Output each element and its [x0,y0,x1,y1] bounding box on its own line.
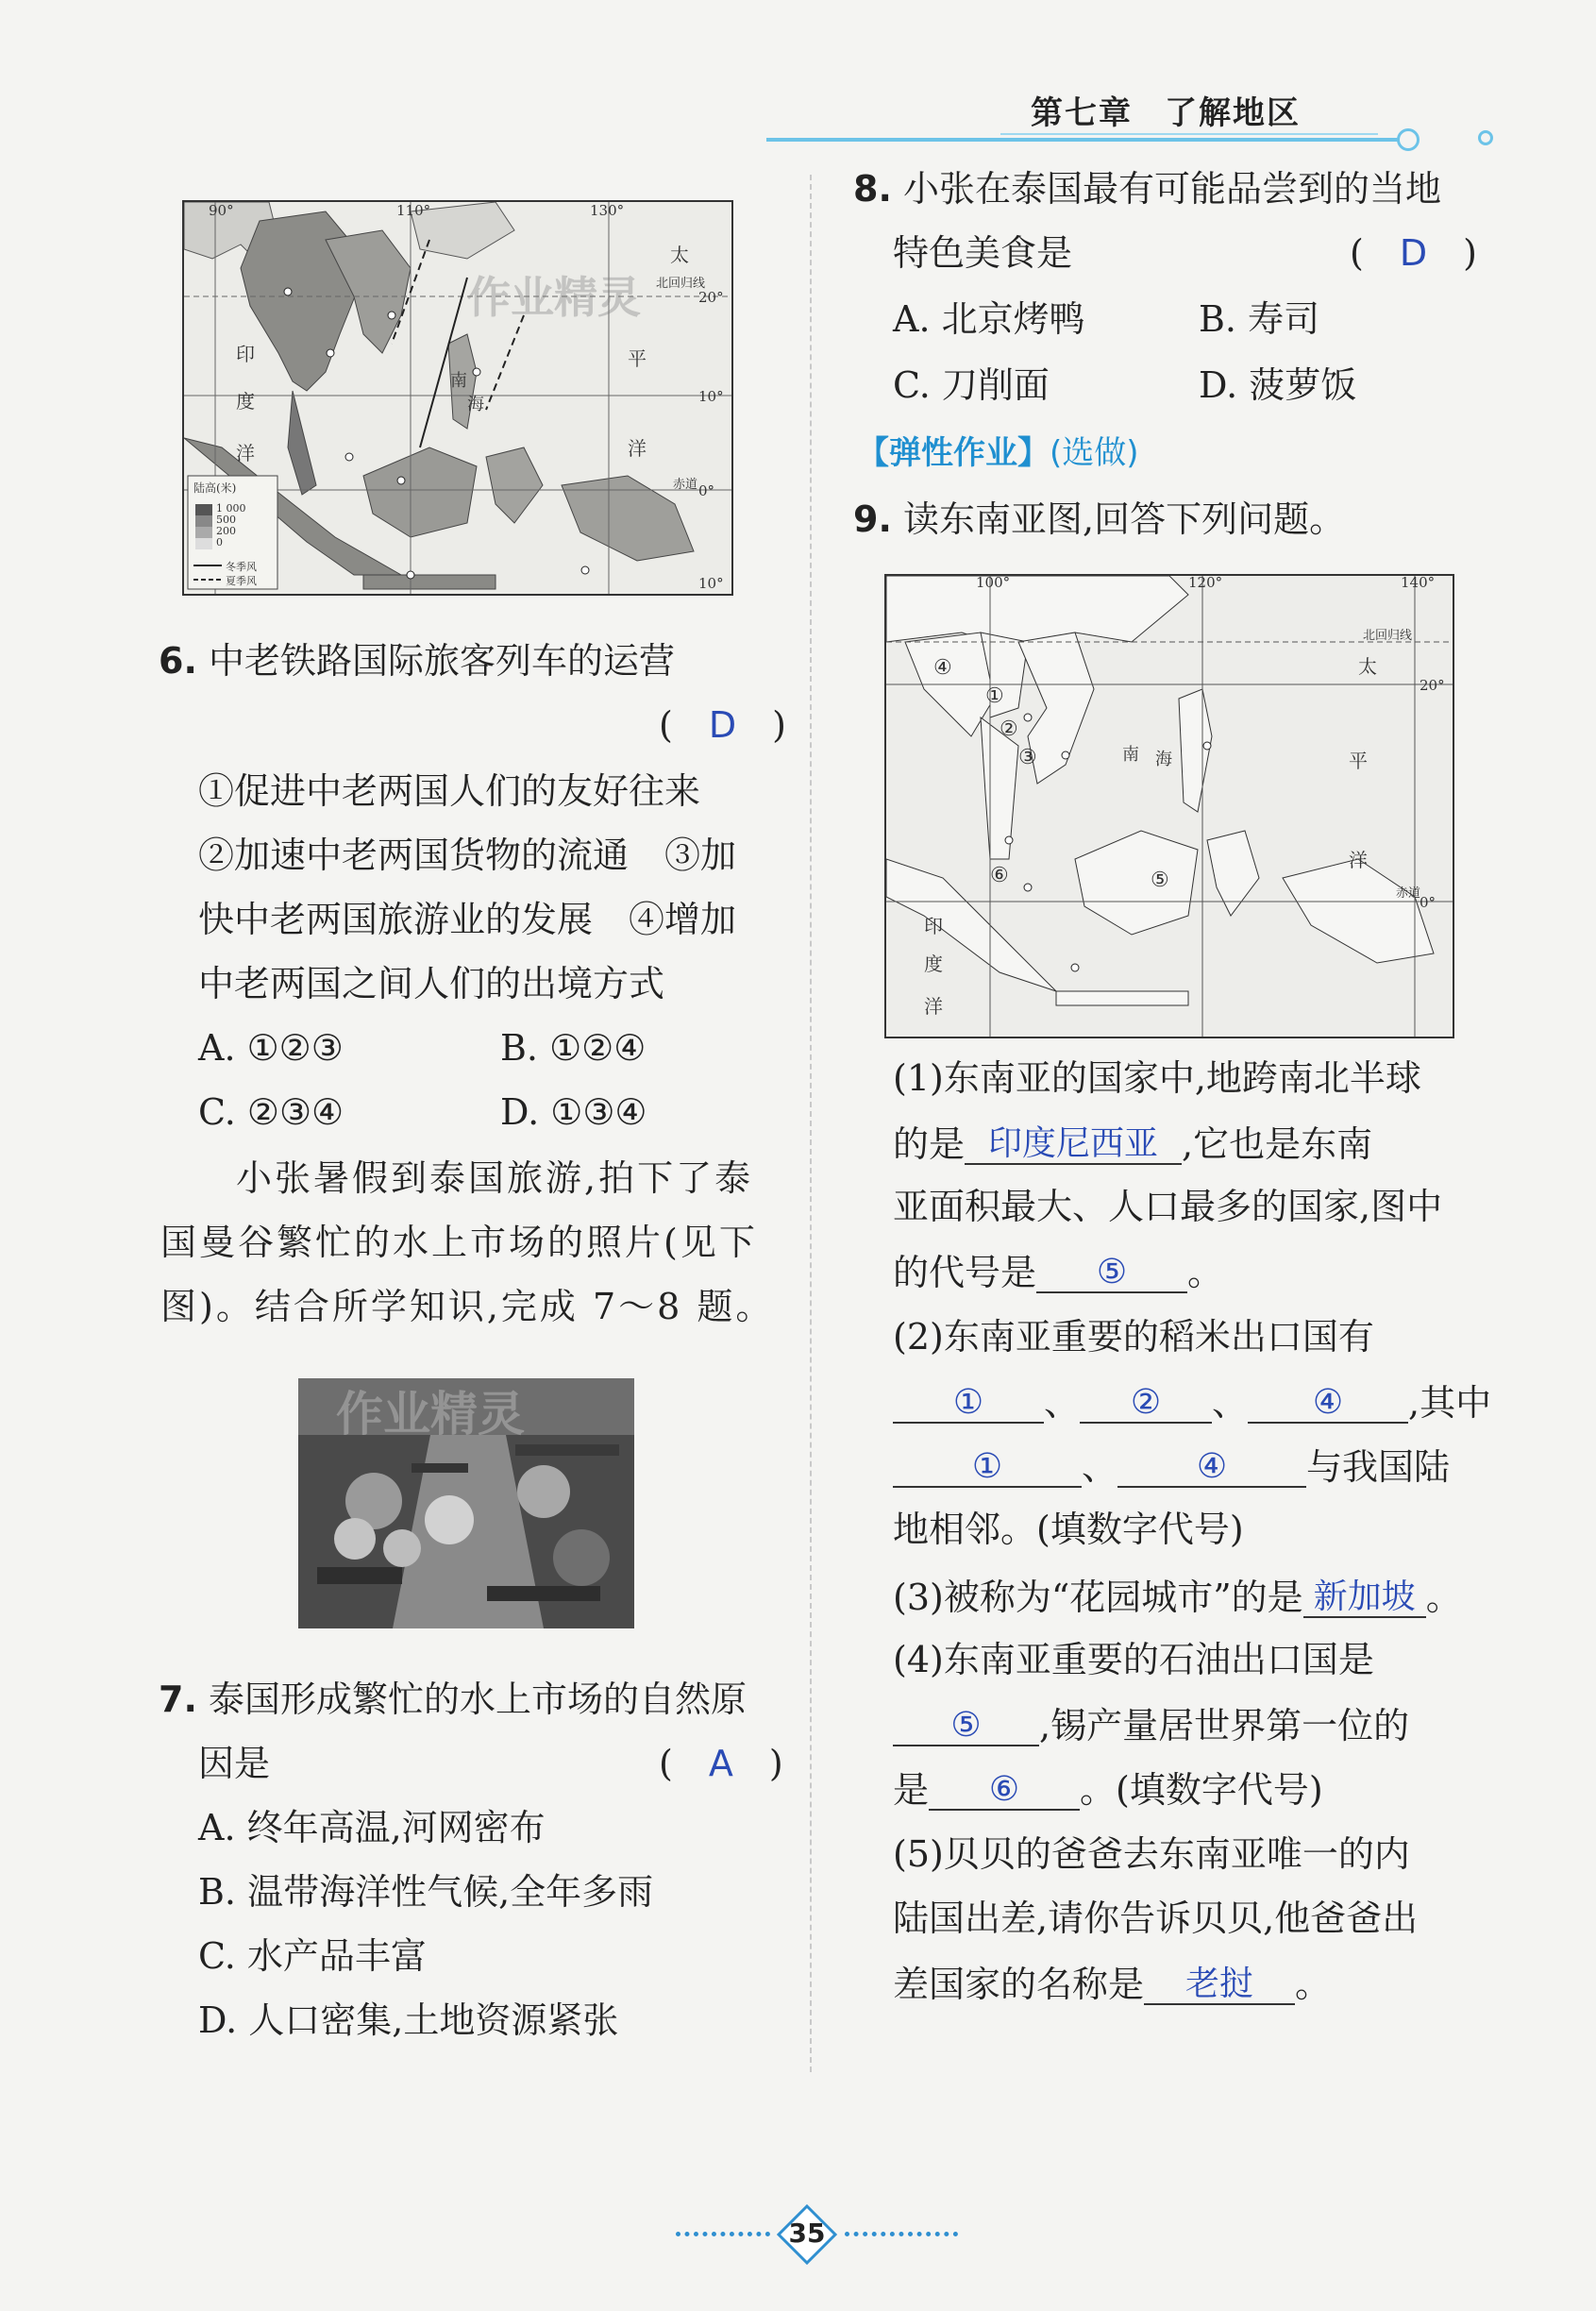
q6-option-d: D. ①③④ [500,1091,647,1133]
map2-pacific-2: 平 [1349,750,1368,772]
q7-answer: A [708,1743,733,1784]
q9-p1-line-4 [893,1250,1223,1293]
q9-stem-text: 读东南亚图,回答下列问题。 [902,498,1346,540]
map1-indian-1: 印 [236,343,255,365]
q8-answer-bracket: ( D ) [1350,232,1477,274]
floating-market-photo [298,1378,634,1628]
map1-lon-130: 130° [590,202,625,219]
q9-p1-line-4b: 。 [1187,1252,1224,1293]
q7-stem-line-1 [159,1678,747,1720]
q8-stem-line-1 [853,168,1441,210]
q9-p4-answer-1: ⑤ [950,1706,982,1745]
q9-p1-blank-2[interactable] [1036,1250,1187,1293]
map1-lon-110: 110° [396,202,431,219]
legend-500: 500 [216,514,236,526]
q7-option-b: B. 温带海洋性气候,全年多雨 [198,1871,654,1913]
q8-option-a: A. 北京烤鸭 [893,298,1085,340]
legend-200: 200 [216,525,236,537]
q7-stem-line-2: 因是 [198,1743,271,1784]
q9-p1-blank-1[interactable] [965,1122,1182,1165]
map2-pacific-1: 太 [1358,655,1377,678]
southeast-asia-map-2 [884,574,1454,1038]
q9-p4-blank-1[interactable] [893,1703,1039,1746]
q7-answer-bracket: ( A ) [659,1743,783,1784]
map1-pacific-2: 平 [628,347,647,370]
q9-p2-line-3b: 与我国陆 [1306,1446,1451,1488]
watermark: 作业精灵 [467,272,641,323]
q9-p3-blank[interactable] [1303,1575,1426,1618]
intro-line-2: 国曼谷繁忙的水上市场的照片(见下 [160,1222,758,1263]
map2-scs-1: 南 [1122,745,1139,765]
q6-stem [159,640,675,682]
q9-p5-line-2: 陆国出差,请你告诉贝贝,他爸爸出 [893,1898,1419,1939]
map2-lon-140: 140° [1401,574,1436,591]
chapter-title: 了解地区 [1165,94,1301,132]
map2-indian-2: 度 [924,953,943,975]
map2-marker-3: ③ [1018,746,1037,769]
map2-lon-100: 100° [976,574,1011,591]
photo-watermark: 作业精灵 [336,1386,525,1442]
legend-0: 0 [216,536,223,548]
q9-p4-answer-2: ⑥ [988,1770,1020,1809]
map1-lat-0: 0° [698,482,715,499]
legend-title: 陆高(米) [193,481,237,495]
map2-pacific-3: 洋 [1349,849,1368,871]
q9-p1-line-2a: 的是 [893,1123,966,1165]
elastic-note: (选做) [1050,434,1139,472]
q9-p2-answer-2: ② [1130,1383,1162,1422]
q9-p3-line-1 [893,1575,1462,1618]
map2-marker-4: ④ [933,656,952,680]
q8-answer: D [1399,232,1428,274]
q9-p2-answer-4: ① [971,1447,1003,1486]
q7-stem-text-1: 泰国形成繁忙的水上市场的自然原 [208,1678,747,1720]
legend-winter: 冬季风 [226,561,257,573]
q9-p1-line-4a: 的代号是 [893,1252,1037,1293]
q9-p3-answer: 新加坡 [1313,1577,1416,1616]
legend-summer: 夏季风 [226,575,257,587]
elastic-homework-heading [857,432,1139,474]
q9-p2-blank-5[interactable] [1117,1444,1306,1488]
q6-answer: D [708,704,737,746]
q9-p2-line-2 [893,1380,1491,1424]
map2-marker-1: ① [985,684,1004,708]
q6-option-b: B. ①②④ [500,1027,647,1069]
q8-stem-line-2: 特色美食是 [893,232,1073,274]
q9-p2-line-3 [893,1444,1450,1488]
q9-p1-line-2b: ,它也是东南 [1182,1123,1373,1165]
q9-p2-blank-1[interactable] [893,1380,1044,1424]
q9-p4-line-3b: 。(填数字代号) [1080,1769,1323,1811]
q9-p1-line-3: 亚面积最大、人口最多的国家,图中 [893,1186,1443,1227]
q7-option-d: D. 人口密集,土地资源紧张 [198,1999,619,2041]
map1-lat-10n: 10° [698,388,724,405]
q9-number: 9. [853,498,892,540]
q9-p2-line-4: 地相邻。(填数字代号) [893,1509,1244,1550]
map2-indian-1: 印 [924,915,943,937]
map1-scs-1: 南 [450,371,467,391]
header-ornament-dot [1478,130,1493,145]
map2-lat-20: 20° [1420,677,1445,694]
map1-pacific-1: 太 [670,244,689,266]
q6-option-a: A. ①②③ [198,1027,344,1069]
q6-statement-1: ①促进中老两国人们的友好往来 [198,770,701,812]
map2-marker-5: ⑤ [1151,869,1169,892]
map1-tropic-label: 北回归线 [656,277,706,291]
q9-p2-answer-1: ① [952,1383,984,1422]
column-divider [810,175,812,2072]
q9-p2-blank-2[interactable] [1080,1380,1212,1424]
map2-lat-0: 0° [1420,894,1436,911]
footer-dots-right [845,2232,958,2242]
q9-p2-line-1: (2)东南亚重要的稻米出口国有 [893,1316,1374,1358]
southeast-asia-map-1 [182,200,733,596]
map2-tropic-label: 北回归线 [1363,629,1413,643]
q9-p2-sep-1: 、 [1044,1382,1081,1424]
q6-option-c: C. ②③④ [198,1091,344,1133]
q9-p5-answer: 老挝 [1185,1965,1254,2003]
map2-indian-3: 洋 [924,995,943,1018]
page-number: 35 [788,2218,826,2249]
q6-statement-3: 快中老两国旅游业的发展 ④增加 [198,899,737,940]
q9-p4-line-1: (4)东南亚重要的石油出口国是 [893,1639,1374,1680]
map2-marker-2: ② [1000,717,1018,741]
q9-p2-line-2b: ,其中 [1408,1382,1492,1424]
q7-number: 7. [159,1678,197,1720]
q9-p3-end: 。 [1425,1577,1462,1618]
elastic-label: 【弹性作业】 [857,434,1050,472]
q9-p1-answer-1: 印度尼西亚 [988,1124,1159,1163]
q7-option-a: A. 终年高温,河网密布 [198,1807,546,1848]
header-rule-top [1000,133,1378,135]
q9-p2-blank-4[interactable] [893,1444,1082,1488]
q9-p1-line-1: (1)东南亚的国家中,地跨南北半球 [893,1057,1421,1099]
intro-line-1: 小张暑假到泰国旅游,拍下了泰 [236,1157,754,1199]
q9-p4-line-3a: 是 [893,1769,930,1811]
q9-p4-line-2 [893,1703,1409,1746]
q9-p4-blank-2[interactable] [929,1767,1080,1811]
q9-p5-blank[interactable] [1144,1962,1295,2005]
map1-scs-2: 海 [467,395,484,414]
header-ornament-circle [1397,128,1420,151]
q7-option-c: C. 水产品丰富 [198,1935,427,1977]
map2-marker-6: ⑥ [990,864,1009,887]
q9-p5-line-3 [893,1962,1331,2005]
map1-lon-90: 90° [209,202,234,219]
q9-p1-line-2 [893,1122,1372,1165]
q9-p5-line-3a: 差国家的名称是 [893,1964,1145,2005]
q9-p2-answer-5: ④ [1196,1447,1228,1486]
map-1-graphic [184,202,731,594]
footer-dots-left [676,2232,770,2242]
q8-option-c: C. 刀削面 [893,364,1050,406]
q6-number: 6. [159,640,197,682]
q9-p2-answer-3: ④ [1312,1383,1344,1422]
q9-p2-sep-3: 、 [1082,1446,1118,1488]
map1-lat-10s: 10° [698,575,724,592]
q9-p2-blank-3[interactable] [1248,1380,1408,1424]
q8-stem-text-1: 小张在泰国最有可能品尝到的当地 [902,168,1441,210]
map1-equator-label: 赤道 [673,478,698,492]
header-rule [766,138,1418,142]
q6-statement-4: 中老两国之间人们的出境方式 [198,963,665,1004]
q6-statement-2: ②加速中老两国货物的流通 ③加 [198,835,737,876]
map1-lat-20: 20° [698,289,724,306]
intro-line-3: 图)。结合所学知识,完成 7～8 题。 [160,1286,775,1327]
map1-pacific-3: 洋 [628,437,647,460]
legend-1000: 1 000 [216,502,246,514]
chapter-header [1031,87,1301,133]
chapter-number: 第七章 [1031,94,1133,132]
q9-stem [853,498,1345,540]
q9-p3-text: (3)被称为“花园城市”的是 [893,1577,1303,1618]
q9-p1-answer-2: ⑤ [1096,1253,1128,1291]
q6-answer-bracket: ( D ) [659,704,786,746]
map1-indian-2: 度 [236,390,255,413]
q8-option-b: B. 寿司 [1199,298,1320,340]
map-2-graphic [886,576,1453,1037]
q9-p5-end: 。 [1295,1964,1332,2005]
map2-scs-2: 海 [1155,750,1172,769]
q9-p4-line-3 [893,1767,1323,1811]
map2-equator-label: 赤道 [1396,886,1421,901]
page-number-badge [777,2204,837,2265]
q9-p4-line-2b: ,锡产量居世界第一位的 [1039,1705,1410,1746]
q6-stem-text: 中老铁路国际旅客列车的运营 [208,640,675,682]
q8-option-d: D. 菠萝饭 [1199,364,1357,406]
q9-p5-line-1: (5)贝贝的爸爸去东南亚唯一的内 [893,1833,1410,1875]
map2-lon-120: 120° [1188,574,1223,591]
q8-number: 8. [853,168,892,210]
q9-p2-sep-2: 、 [1212,1382,1249,1424]
map1-indian-3: 洋 [236,442,255,464]
